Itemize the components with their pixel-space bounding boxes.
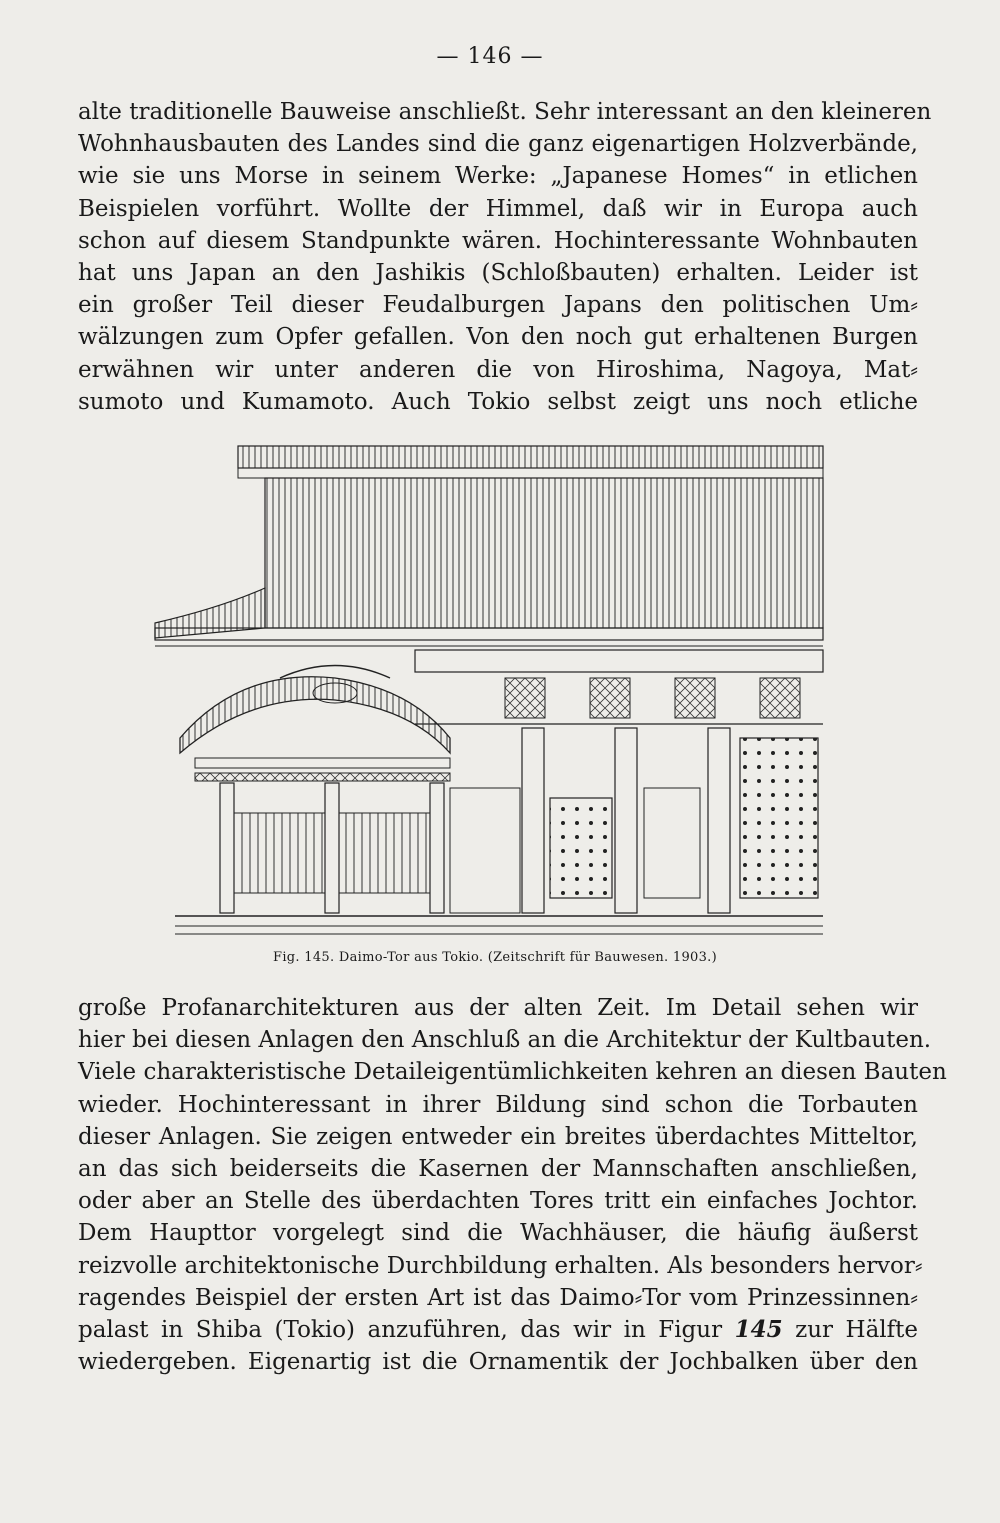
text-span: palast in Shiba (Tokio) anzuführen, das wir in Figur (78, 1316, 735, 1343)
text-line: wie sie uns Morse in seinem Werke: „Japanese Homes“ in etlichen (78, 163, 918, 190)
text-line: wälzungen zum Opfer gefallen. Von den noch gut erhaltenen Burgen (78, 324, 918, 351)
text-line: wiedergeben. Eigenartig ist die Ornamentik der Jochbalken über den (78, 1349, 918, 1376)
text-line: ragendes Beispiel der ersten Art ist das Daimo⸗Tor vom Prinzessinnen⸗ (78, 1284, 918, 1311)
figure-caption: Fig. 145. Daimo-Tor aus Tokio. (Zeitschrift für Bauwesen. 1903.) (273, 950, 717, 965)
text-span: zur Hälfte (782, 1316, 919, 1343)
text-line: wieder. Hochinteressant in ihrer Bildung sind schon die Torbauten (78, 1091, 918, 1118)
text-line: alte traditionelle Bauweise anschließt. Sehr interessant an den kleineren (78, 99, 932, 125)
figure-reference: 145 (734, 1315, 783, 1343)
text-line: Beispielen vorführt. Wollte der Himmel, daß wir in Europa auch (78, 195, 918, 222)
text-line: an das sich beiderseits die Kasernen der Mannschaften anschließen, (78, 1155, 918, 1182)
main-roof (155, 446, 823, 646)
ground-line (175, 916, 823, 934)
text-line: Wohnhausbauten des Landes sind die ganz eigenartigen Holzverbände, (78, 131, 918, 158)
paragraph-bottom (78, 992, 947, 1378)
text-line-with-figure-reference (78, 1314, 918, 1346)
text-line: große Profanarchitekturen aus der alten Zeit. Im Detail sehen wir (78, 995, 918, 1021)
text-line: oder aber an Stelle des überdachten Tores tritt ein einfaches Jochtor. (78, 1188, 918, 1215)
entrance-structure (220, 783, 520, 913)
page-number: — 146 — (436, 44, 544, 69)
text-line: hat uns Japan an den Jashikis (Schloßbauten) erhalten. Leider ist (78, 259, 918, 286)
text-line: schon auf diesem Standpunkte wären. Hochinteressante Wohnbauten (78, 227, 918, 254)
text-line: dieser Anlagen. Sie zeigen entweder ein breites überdachtes Mitteltor, (78, 1123, 918, 1150)
text-line: Dem Haupttor vorgelegt sind die Wachhäuser, die häufig äußerst (78, 1220, 918, 1247)
front-gable (180, 666, 450, 782)
beam-zone (415, 650, 823, 724)
text-line: Viele charakteristische Detaileigentümlichkeiten kehren an diesen Bauten (78, 1059, 947, 1086)
text-line: sumoto und Kumamoto. Auch Tokio selbst zeigt uns noch etliche (78, 388, 918, 415)
text-line: reizvolle architektonische Durchbildung erhalten. Als besonders hervor⸗ (78, 1252, 923, 1279)
text-line: hier bei diesen Anlagen den Anschluß an die Architektur der Kultbauten. (78, 1027, 932, 1054)
text-line: ein großer Teil dieser Feudalburgen Japans den politischen Um⸗ (78, 292, 918, 319)
gate-illustration (150, 438, 840, 943)
text-line: erwähnen wir unter anderen die von Hiroshima, Nagoya, Mat⸗ (78, 356, 918, 383)
gate-doors (522, 728, 818, 913)
paragraph-top (78, 96, 932, 418)
